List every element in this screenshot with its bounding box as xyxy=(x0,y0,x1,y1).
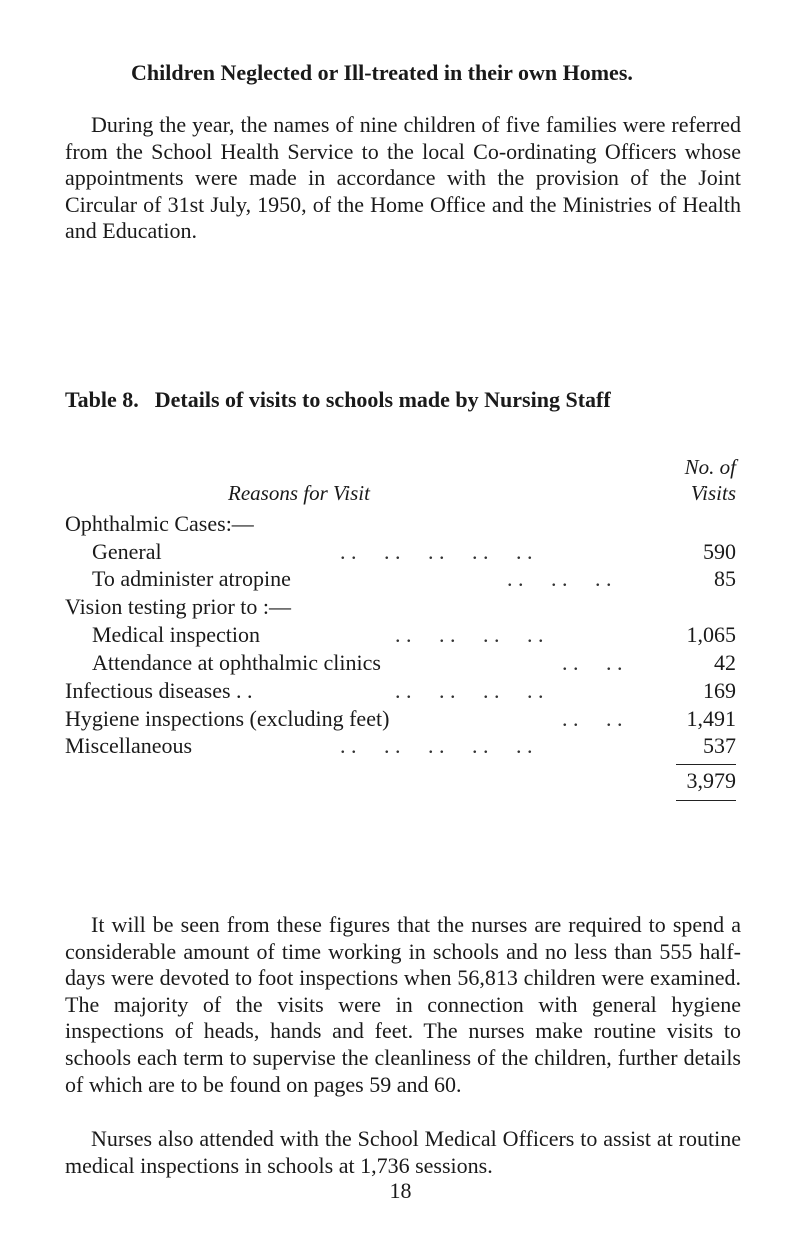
table-row xyxy=(0,511,801,538)
row-value: 537 xyxy=(703,733,736,758)
column-header-visits xyxy=(685,454,736,506)
table-number: Table 8. xyxy=(65,387,139,412)
row-label: Medical inspection xyxy=(92,622,261,647)
row-label: General xyxy=(92,539,162,564)
row-value: 42 xyxy=(714,650,736,675)
row-value: 1,491 xyxy=(686,706,736,731)
row-label: Infectious diseases . . xyxy=(65,678,253,703)
row-value: 85 xyxy=(714,566,736,591)
row-leader-dots: . . . . xyxy=(562,650,623,675)
row-leader-dots: . . . . . . . . . . xyxy=(340,539,533,564)
column-header-reason: Reasons for Visit xyxy=(228,481,370,505)
column-header-visits-line2: Visits xyxy=(690,481,736,505)
row-label: Attendance at ophthalmic clinics xyxy=(92,650,381,675)
total-rule-top xyxy=(676,764,736,765)
row-label: Vision testing prior to :— xyxy=(65,594,292,619)
table-row xyxy=(0,733,801,760)
page-number: 18 xyxy=(389,1178,412,1203)
table-row xyxy=(0,678,801,705)
table-row xyxy=(0,706,801,733)
row-value: 1,065 xyxy=(686,622,736,647)
table-total: 3,979 xyxy=(686,768,736,793)
row-label: Miscellaneous xyxy=(65,733,193,758)
row-leader-dots: . . . . . . . . . . xyxy=(340,733,533,758)
row-value: 169 xyxy=(703,678,736,703)
table-row xyxy=(0,650,801,677)
table-caption: Details of visits to schools made by Nursing Staff xyxy=(154,387,611,412)
row-label: Ophthalmic Cases:— xyxy=(65,511,254,536)
row-leader-dots: . . . . . . . . xyxy=(395,678,544,703)
section-heading: Children Neglected or Ill-treated in their own Homes. xyxy=(131,60,633,85)
row-label: To administer atropine xyxy=(92,566,291,591)
table-row xyxy=(0,594,801,621)
table-row xyxy=(0,622,801,649)
total-rule-bottom xyxy=(676,800,736,801)
table-row xyxy=(0,539,801,566)
column-header-visits-line1: No. of xyxy=(684,455,736,479)
table-row xyxy=(0,566,801,593)
body-paragraph: It will be seen from these figures that the nurses are required to spend a considerable amount of time working in schools and no less than 555 half-days were devoted to foot inspections when 56,813 children were examined. The majority of the visits were in connection with general hygiene inspections of heads, hands and feet. The nurses make routine visits to schools each term to supervise the cleanliness of the children, further details of which are to be found on pages 59 and 60. xyxy=(65,912,741,1097)
row-leader-dots: . . . . . . xyxy=(507,566,612,591)
row-value: 590 xyxy=(703,539,736,564)
intro-paragraph: During the year, the names of nine children of five families were referred from the School Health Service to the local Co-ordinating Officers whose appointments were made in accordance with the provision of the Joint Circular of 31st July, 1950, of the Home Office and the Ministries of Health and Education. xyxy=(65,112,741,244)
row-leader-dots: . . . . . . . . xyxy=(395,622,544,647)
row-leader-dots: . . . . xyxy=(562,706,623,731)
closing-paragraph: Nurses also attended with the School Medical Officers to assist at routine medical inspections in schools at 1,736 sessions. xyxy=(65,1126,741,1178)
row-label: Hygiene inspections (excluding feet) xyxy=(65,706,390,731)
table-title xyxy=(65,387,611,413)
